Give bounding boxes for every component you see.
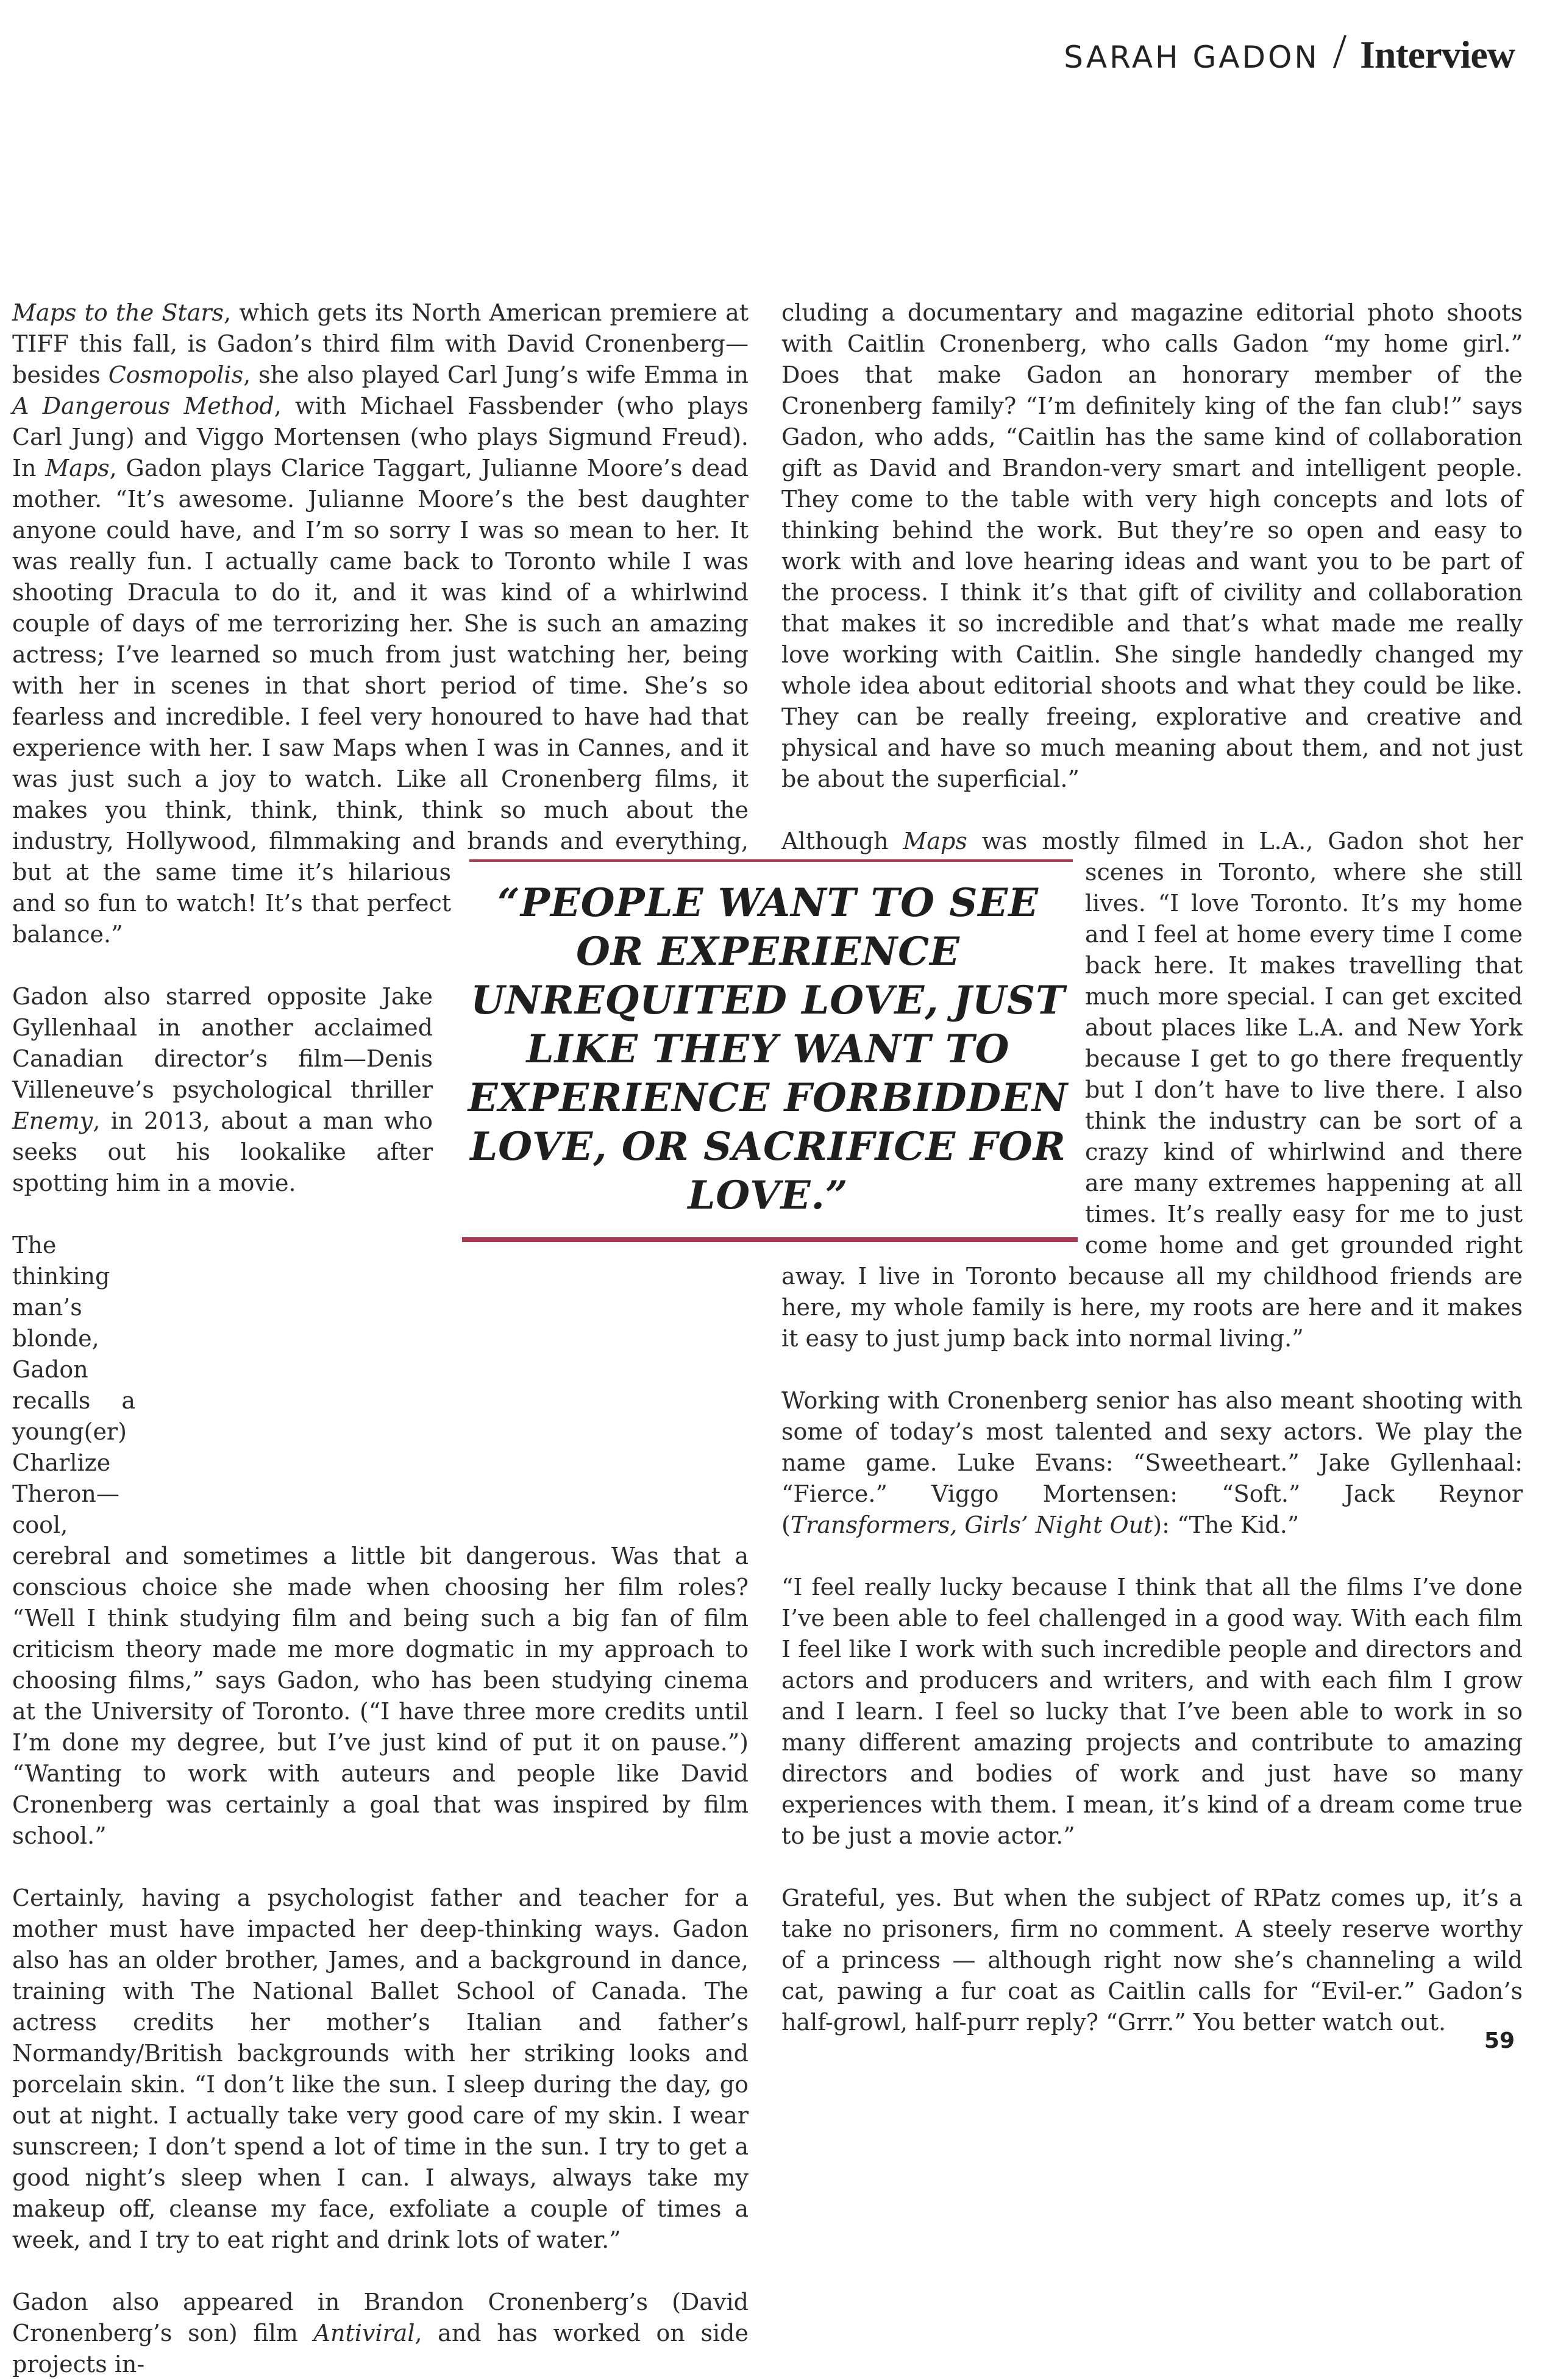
article-paragraph: Certainly, having a psychologist father and teacher for a mother must have impacted her deep-thinking ways. Gadon also has an older brother, James, and a background in dance, training with The National Ballet School of Canada. The actress credits her mother’s Italian and father’s Normandy/British backgrounds with her striking looks and porcelain skin. “I don’t like the sun. I sleep during the day, go out at night. I actually take very good care of my skin. I wear sunscreen; I don’t spend a lot of time in the sun. I try to get a good night’s sleep when I can. I always, always take my makeup off, cleanse my face, exfoliate a couple of times a week, and I try to eat right and drink lots of water.” (12, 1884, 749, 2253)
pull-quote-bottom-rule (462, 1237, 1078, 1242)
article-paragraph: Although Maps was mostly filmed in L.A., Gadon shot her scenes in Toronto, where she still lives. “I love Toronto. It’s my home and I feel at home every time I come back here. It makes travelling that much more special. I can get excited about places like L.A. and New York because I get to go there frequently but I don’t have to live there. I also think the industry can be sort of a crazy kind of whirlwind and there are many extremes happening at all times. It’s really easy for me to just come home and get grounded right away. I live in Toronto because all my childhood friends are here, my whole family is here, my roots are here and it makes it easy to just jump back into normal living.” (781, 828, 1523, 1352)
film-title: A Dangerous Method (12, 393, 274, 419)
film-title: Transformers, Girls’ Night Out (790, 1511, 1153, 1538)
pull-quote-text: “PEOPLE WANT TO SEE OR EXPERIENCE UNREQUITED LOVE, JUST LIKE THEY WANT TO EXPERIENCE FORBIDDEN LOVE, OR SACRIFICE FOR LOVE.” (468, 880, 1069, 1218)
article-paragraph: Working with Cronenberg senior has also meant shooting with some of today’s most talented and sexy actors. We play the name game. Luke Evans: “Sweetheart.” Jake Gyllenhaal: “Fierce.” Viggo Mortensen: “Soft.” Jack Reynor (Transformers, Girls’ Night Out): “The Kid.” (781, 1387, 1523, 1538)
wrap-spacer (135, 1248, 433, 1515)
wrap-spacer (451, 1515, 749, 1533)
article-paragraph: Gadon also appeared in Brandon Cronenberg’s (David Cronenberg’s son) film Antiviral, and has worked on side projects in- (12, 2289, 749, 2378)
article-paragraph: “I feel really lucky because I think that all the films I’ve done I’ve been able to feel challenged in a good way. With each film I feel like I work with such incredible people and directors and actors and producers and writers, and with each film I grow and I learn. I feel so lucky that I’ve been able to work in so many different amazing projects and contribute to amazing directors and bodies of work and just have so many experiences with them. I mean, it’s kind of a dream come true to be just a movie actor.” (781, 1574, 1523, 1849)
film-title: Maps to the Stars (12, 299, 224, 326)
header-divider: / (1332, 25, 1347, 79)
header-section-title: Interview (1359, 33, 1515, 76)
film-title: Antiviral (313, 2320, 415, 2346)
article-paragraph: Gadon also starred opposite Jake Gyllenhaal in another acclaimed Canadian director’s film—Denis Villeneuve’s psychological thriller Enemy, in 2013, about a man who seeks out his lookalike after spotting him in a movie. (12, 981, 433, 1199)
film-title: Maps (903, 828, 967, 854)
film-title: Enemy (12, 1107, 93, 1134)
article-paragraph: Maps to the Stars, which gets its North American premiere at TIFF this fall, is Gadon’s third film with David Cronenberg—besides Cosmopolis, she also played Carl Jung’s wife Emma in A Dangerous Method, with Michael Fassbender (who plays Carl Jung) and Viggo Mortensen (who plays Sigmund Freud). In Maps, Gadon plays Clarice Taggart, Julianne Moore’s dead mother. “It’s awesome. Julianne Moore’s the best daughter anyone could have, and I’m so sorry I was so mean to her. It was really fun. I actually came back to Toronto while I was shooting Dracula to do it, and it was kind of a whirlwind couple of days of me terrorizing her. She is such an amazing actress; I’ve learned so much from just watching her, being with her in scenes in that short period of time. She’s so fearless and incredible. I feel very honoured to have had that experience with her. I saw Maps when I was in Cannes, and it was just such a joy to watch. Like all Cronenberg films, it makes you think, think, think, think so much about the industry, Hollywood, filmmaking and brands and everything, but at the same time it’s hilarious and so fun to watch! It’s that perfect balance.” (12, 297, 749, 950)
page-header (1064, 24, 1515, 80)
film-title: Maps (45, 455, 110, 481)
article-paragraph: Grateful, yes. But when the subject of RPatz comes up, it’s a take no prisoners, firm no comment. A steely reserve worthy of a princess — although right now she’s channeling a wild cat, pawing a fur coat as Caitlin calls for “Evil-er.” Gadon’s half-growl, half-purr reply? “Grrr.” You better watch out. (781, 1884, 1523, 2036)
film-title: Cosmopolis (108, 361, 244, 388)
header-subject-name: SARAH GADON (1064, 40, 1320, 75)
article-column-left (12, 297, 749, 2380)
article-paragraph: cluding a documentary and magazine editorial photo shoots with Caitlin Cronenberg, who calls Gadon “my home girl.” Does that make Gadon an honorary member of the Cronenberg family? “I’m definitely king of the fan club!” says Gadon, who adds, “Caitlin has the same kind of collaboration gift as David and Brandon-very smart and intelligent people. They come to the table with very high concepts and lots of thinking behind the work. But they’re so open and easy to work with and love hearing ideas and want you to be part of the process. I think it’s that gift of civility and collaboration that makes it so incredible and that’s what made me really love working with Caitlin. She single handedly changed my whole idea about editorial shoots and what they could be like. They can be really freeing, explorative and creative and physical and have so much meaning about them, and not just be about the superficial.” (781, 299, 1523, 792)
pull-quote (463, 859, 1073, 1242)
page-number: 59 (1484, 2028, 1515, 2053)
article-paragraph: The thinking man’s blonde, Gadon recalls a young(er) Charlize Theron—cool, cerebral and sometimes a little bit dangerous. Was that a conscious choice she made when choosing her film roles? “Well I think studying film and being such a big fan of film criticism theory made me more dogmatic in my approach to choosing films,” says Gadon, who has been studying cinema at the University of Toronto. (“I have three more credits until I’m done my degree, but I’ve just kind of put it on pause.”) “Wanting to work with auteurs and people like David Cronenberg was certainly a goal that was inspired by film school.” (12, 1232, 749, 1849)
